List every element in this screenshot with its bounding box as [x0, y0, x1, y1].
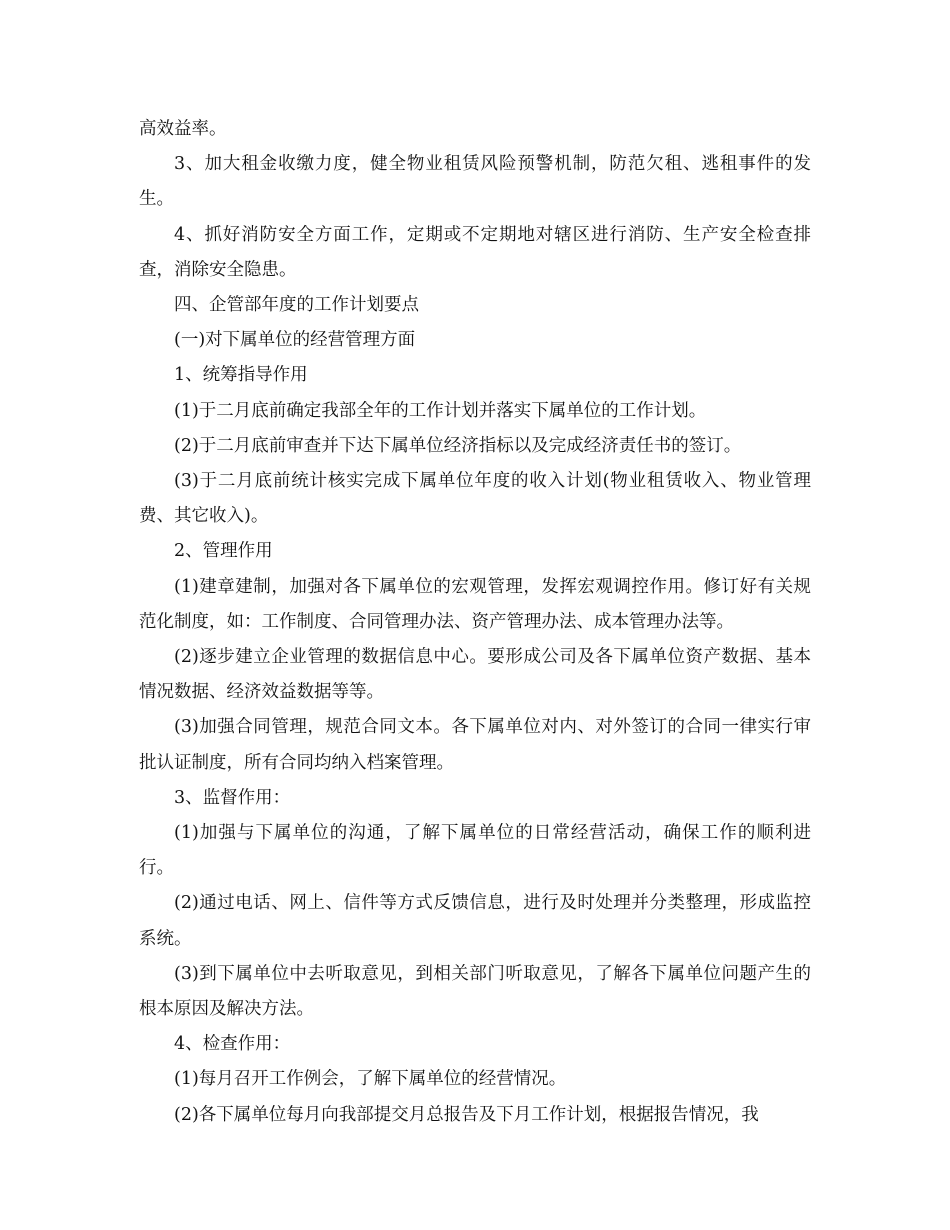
- paragraph-item: (1)于二月底前确定我部全年的工作计划并落实下属单位的工作计划。: [174, 400, 707, 421]
- item-heading-management: 2、管理作用: [174, 541, 273, 562]
- paragraph-item: (1)建章建制，加强对各下属单位的宏观管理，发挥宏观调控作用。修订好有关规范化制度，如：工作制度、合同管理办法、资产管理办法、成本管理办法等。: [139, 576, 811, 632]
- item-heading-coordination: 1、统筹指导作用: [174, 365, 308, 386]
- document-page: [139, 112, 811, 1133]
- paragraph-item: (1)每月召开工作例会，了解下属单位的经营情况。: [174, 1069, 567, 1090]
- paragraph-item: (3)于二月底前统计核实完成下属单位年度的收入计划(物业租赁收入、物业管理费、其它收入)。: [139, 471, 811, 527]
- paragraph-item: (2)各下属单位每月向我部提交月总报告及下月工作计划，根据报告情况，我: [174, 1104, 759, 1125]
- item-heading-supervision: 3、监督作用：: [174, 787, 291, 808]
- paragraph-continuation: 高效益率。: [139, 119, 227, 139]
- paragraph-rent-collection: 3、加大租金收缴力度，健全物业租赁风险预警机制，防范欠租、逃租事件的发生。: [139, 154, 811, 210]
- paragraph-fire-safety: 4、抓好消防安全方面工作，定期或不定期地对辖区进行消防、生产安全检查排查，消除安全隐患。: [139, 224, 811, 280]
- paragraph-item: (2)通过电话、网上、信件等方式反馈信息，进行及时处理并分类整理，形成监控系统。: [139, 893, 811, 949]
- paragraph-item: (3)到下属单位中去听取意见，到相关部门听取意见，了解各下属单位问题产生的根本原因及解决方法。: [139, 963, 811, 1020]
- section-heading-4: 四、企管部年度的工作计划要点: [174, 295, 419, 316]
- paragraph-item: (2)逐步建立企业管理的数据信息中心。要形成公司及各下属单位资产数据、基本情况数据、经济效益数据等等。: [139, 647, 811, 703]
- subsection-heading-1: (一)对下属单位的经营管理方面: [174, 330, 416, 351]
- item-heading-inspection: 4、检查作用：: [174, 1034, 291, 1055]
- paragraph-item: (3)加强合同管理，规范合同文本。各下属单位对内、对外签订的合同一律实行审批认证制度，所有合同均纳入档案管理。: [139, 717, 811, 773]
- paragraph-item: (1)加强与下属单位的沟通，了解下属单位的日常经营活动，确保工作的顺利进行。: [139, 823, 811, 879]
- paragraph-item: (2)于二月底前审查并下达下属单位经济指标以及完成经济责任书的签订。: [174, 435, 742, 456]
